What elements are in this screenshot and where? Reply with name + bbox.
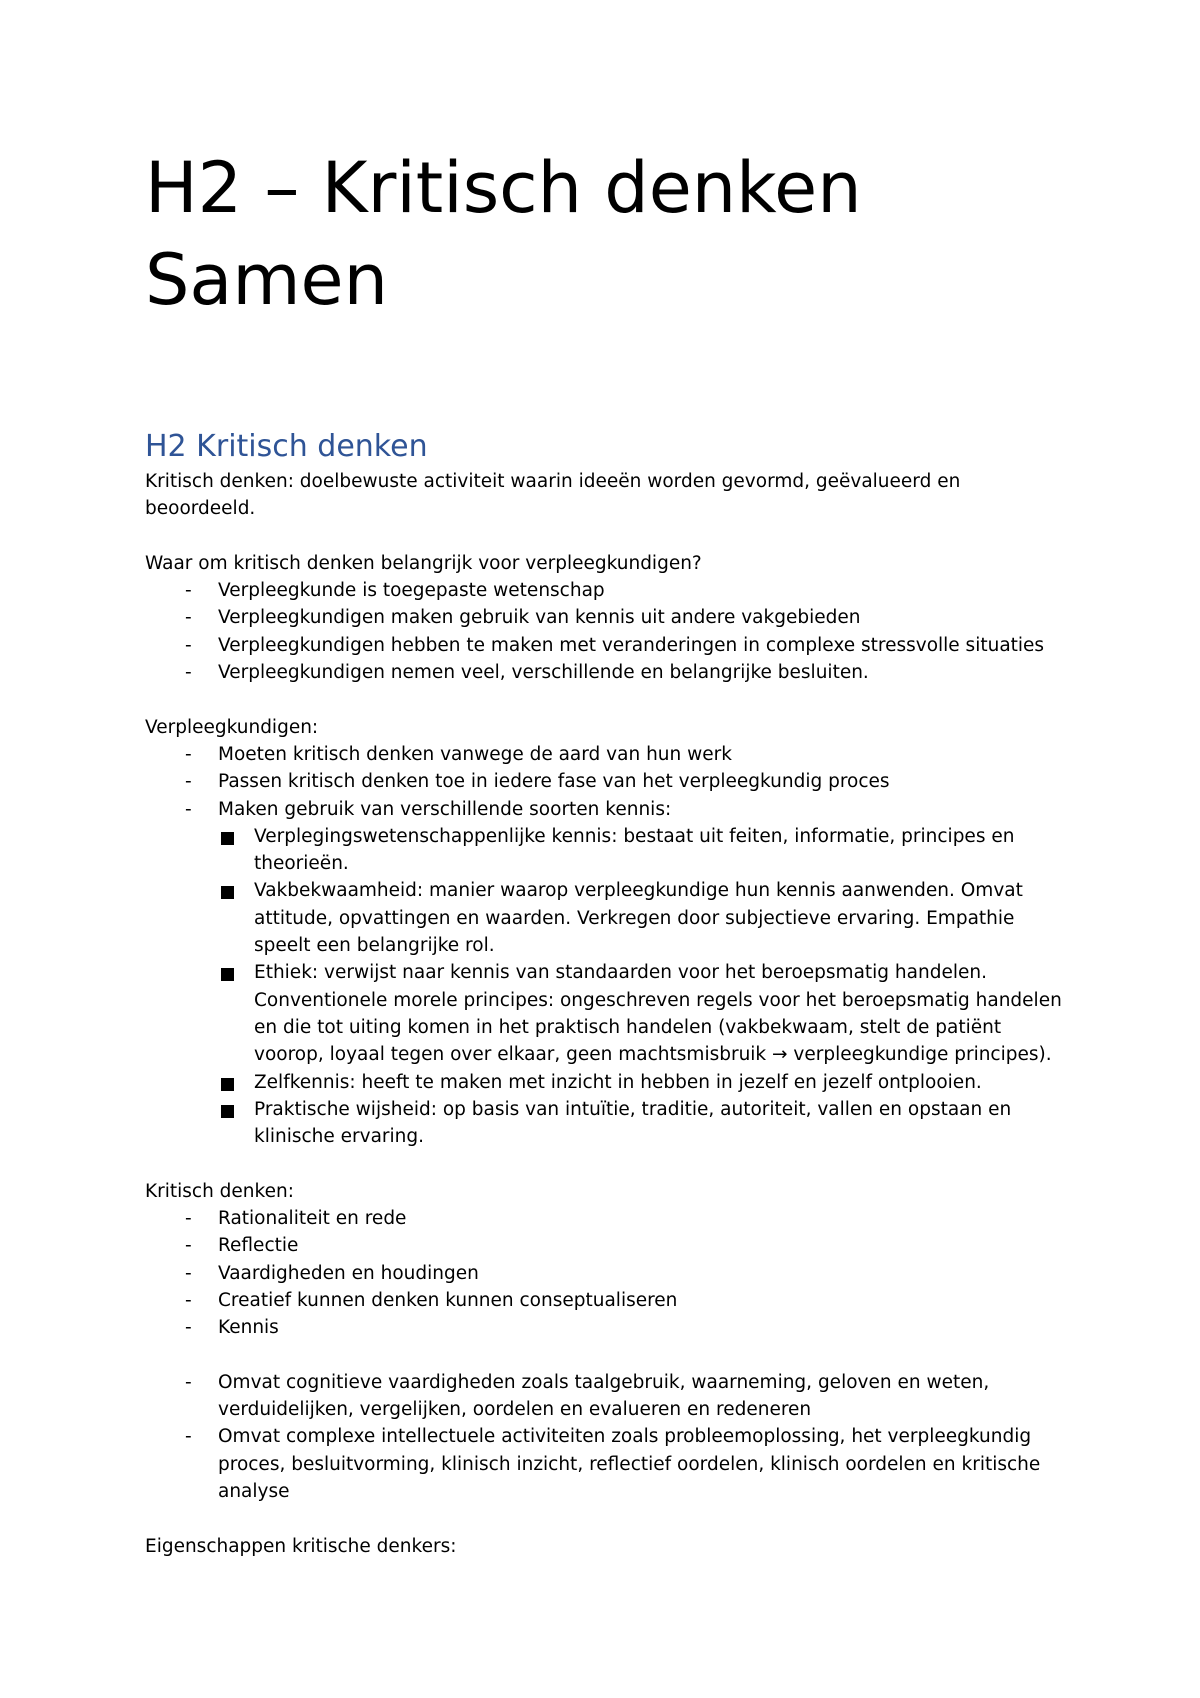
spacer (145, 686, 1065, 713)
spacer (145, 1505, 1065, 1532)
list-item: - Creatief kunnen denken kunnen conseptualiseren (145, 1287, 1065, 1314)
list-item: - Verpleegkundigen maken gebruik van kennis uit andere vakgebieden (145, 604, 1065, 631)
section2-intro: Verpleegkundigen: (145, 716, 319, 738)
list-item: - Verpleegkundigen nemen veel, verschillende en belangrijke besluiten. (145, 659, 1065, 686)
list-item (145, 959, 1065, 1068)
list-item-text: Vakbekwaamheid: manier waarop verpleegkundige hun kennis aanwenden. Omvat attitude, opvattingen en waarden. Verkregen door subjectieve ervaring. Empathie speelt een belangrijke rol. (254, 880, 1023, 957)
spacer (145, 1150, 1065, 1177)
list-item: - Kennis (145, 1314, 1065, 1341)
list-item (145, 1096, 1065, 1151)
document-title-line-2: Samen (145, 239, 388, 321)
list-item: - Verpleegkundigen hebben te maken met veranderingen in complexe stressvolle situaties (145, 632, 1065, 659)
list-item: - Omvat cognitieve vaardigheden zoals taalgebruik, waarneming, geloven en weten, verduidelijken, vergelijken, oordelen en evalueren en redeneren (145, 1369, 1065, 1424)
list-item: - Moeten kritisch denken vanwege de aard van hun werk (145, 741, 1065, 768)
spacer (145, 1342, 1065, 1369)
list-item: - Rationaliteit en rede (145, 1205, 1065, 1232)
list-item: - Vaardigheden en houdingen (145, 1260, 1065, 1287)
list-item-text: Zelfkennis: heeft te maken met inzicht in hebben in jezelf en jezelf ontplooien. (254, 1071, 982, 1093)
section4-intro: Eigenschappen kritische denkers: (145, 1535, 457, 1557)
list-item (145, 877, 1065, 959)
list-item: - Passen kritisch denken toe in iedere fase van het verpleegkundig proces (145, 768, 1065, 795)
section3-list (145, 1205, 1065, 1341)
list-item: - Reflectie (145, 1232, 1065, 1259)
list-item: - Verpleegkunde is toegepaste wetenschap (145, 577, 1065, 604)
document-body (145, 426, 1065, 1560)
square-bullet-icon (221, 968, 234, 981)
section3-list-2 (145, 1369, 1065, 1505)
section3-intro: Kritisch denken: (145, 1180, 294, 1202)
section1-list (145, 577, 1065, 686)
definition-paragraph: Kritisch denken: doelbewuste activiteit waarin ideeën worden gevormd, geëvalueerd en beoordeeld. (145, 471, 961, 520)
list-item-text: Ethiek: verwijst naar kennis van standaarden voor het beroepsmatig handelen. Conventionele morele principes: ongeschreven regels voor het beroepsmatig handelen en die tot uiting komen in het praktisch handelen (vakbekwaam, stelt de patiënt voorop, loyaal tegen over elkaar, geen machtsmisbruik → verpleegkundige principes). (254, 962, 1062, 1066)
document-title (145, 142, 862, 326)
list-item-text: Verplegingswetenschappenlijke kennis: bestaat uit feiten, informatie, principes en theorieën. (254, 825, 1015, 875)
list-item-text: Praktische wijsheid: op basis van intuïtie, traditie, autoriteit, vallen en opstaan en klinische ervaring. (254, 1098, 1012, 1148)
document-title-line-1: H2 – Kritisch denken (145, 147, 862, 229)
square-bullet-icon (221, 832, 234, 845)
square-bullet-icon (221, 886, 234, 899)
square-bullet-icon (221, 1105, 234, 1118)
list-item (145, 1069, 1065, 1096)
list-item: - Omvat complexe intellectuele activiteiten zoals probleemoplossing, het verpleegkundig proces, besluitvorming, klinisch inzicht, reflectief oordelen, klinisch oordelen en kritische analyse (145, 1423, 1065, 1505)
list-item: - Maken gebruik van verschillende soorten kennis: (145, 796, 1065, 823)
list-item (145, 823, 1065, 878)
section2-list (145, 741, 1065, 823)
square-bullet-icon (221, 1078, 234, 1091)
section1-intro: Waar om kritisch denken belangrijk voor verpleegkundigen? (145, 552, 702, 574)
section-heading: H2 Kritisch denken (145, 429, 428, 464)
spacer (145, 523, 1065, 550)
knowledge-types-list (145, 823, 1065, 1151)
